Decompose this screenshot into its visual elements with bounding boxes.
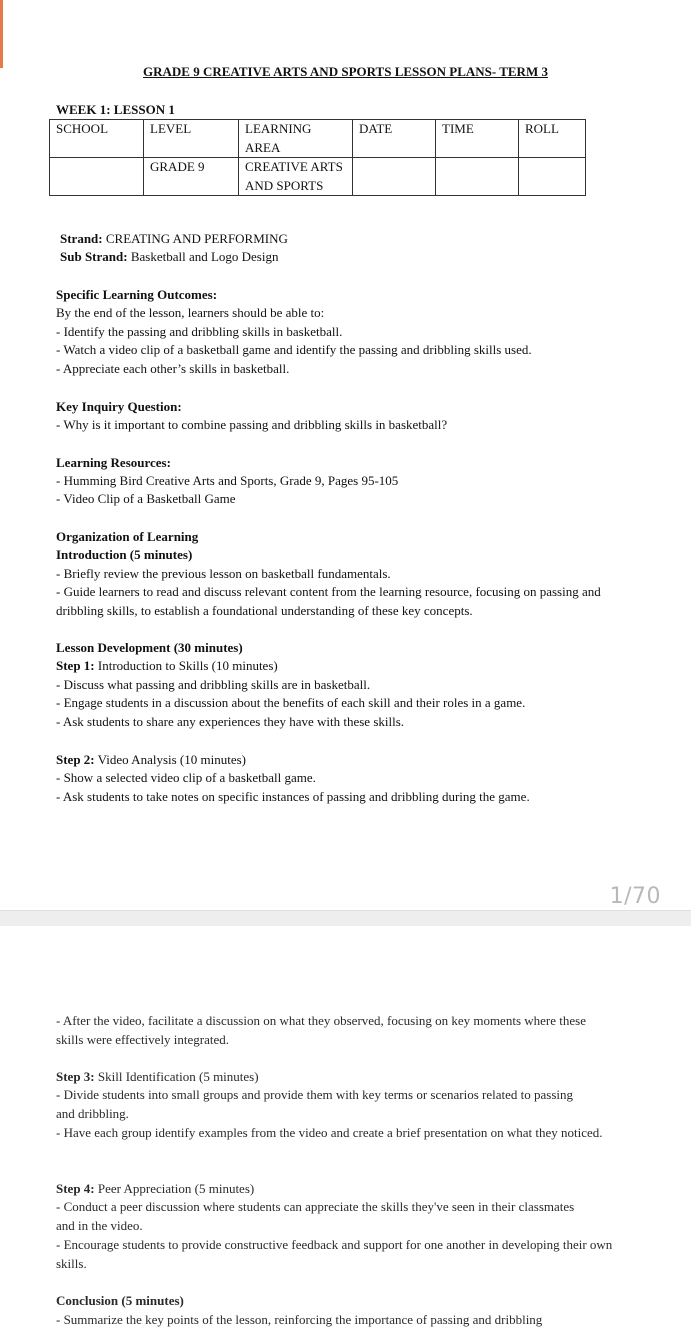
step-1-title: Introduction to Skills (10 minutes) (94, 658, 278, 673)
sub-strand-line (60, 248, 278, 267)
step-4-title: Peer Appreciation (5 minutes) (94, 1181, 255, 1196)
resources-heading: Learning Resources: (56, 455, 171, 470)
list-item: - Why is it important to combine passing and dribbling skills in basketball? (56, 417, 448, 432)
strand-label: Strand: (60, 231, 103, 246)
page-counter: 1/70 (609, 884, 661, 909)
table-cell: LEVEL (144, 120, 239, 158)
conclusion-heading: Conclusion (5 minutes) (56, 1293, 184, 1308)
page-separator (0, 910, 691, 927)
list-item: - Encourage students to provide constructive feedback and support for one another in developing their own skills. (56, 1237, 613, 1271)
list-item: - Guide learners to read and discuss relevant content from the learning resource, focusing on passing and dribbling skills, to establish a foundational understanding of these key concepts. (56, 584, 601, 618)
introduction-heading: Introduction (5 minutes) (56, 547, 193, 562)
table-row (50, 158, 586, 196)
table-cell: GRADE 9 (144, 158, 239, 196)
step-2-label: Step 2: (56, 752, 95, 767)
week-label: WEEK 1: LESSON 1 (56, 102, 175, 117)
organization-heading: Organization of Learning (56, 529, 199, 544)
development-heading: Lesson Development (30 minutes) (56, 640, 243, 655)
table-cell (50, 158, 144, 196)
list-item: - Have each group identify examples from the video and create a brief presentation on what they noticed. (56, 1125, 603, 1140)
list-item: - Humming Bird Creative Arts and Sports, Grade 9, Pages 95-105 (56, 473, 399, 488)
table-cell: CREATIVE ARTS AND SPORTS (239, 158, 353, 196)
list-item: - Video Clip of a Basketball Game (56, 491, 236, 506)
list-item: - Watch a video clip of a basketball game and identify the passing and dribbling skills used. (56, 342, 532, 357)
list-item: - Summarize the key points of the lesson, reinforcing the importance of passing and dribbling (56, 1312, 543, 1327)
list-item: - After the video, facilitate a discussion on what they observed, focusing on key moments where these skills were effectively integrated. (56, 1013, 586, 1047)
list-item: - Divide students into small groups and provide them with key terms or scenarios related to passing and dribbling. (56, 1087, 574, 1121)
table-cell (519, 158, 586, 196)
outcomes-heading: Specific Learning Outcomes: (56, 287, 218, 302)
step-4-line (56, 1180, 254, 1199)
strand-line (60, 230, 288, 249)
document-title: GRADE 9 CREATIVE ARTS AND SPORTS LESSON PLANS- TERM 3 (143, 64, 548, 79)
step-3-line (56, 1068, 259, 1087)
step-2-title: Video Analysis (10 minutes) (94, 752, 247, 767)
outcomes-intro: By the end of the lesson, learners should be able to: (56, 305, 325, 320)
list-item: - Ask students to share any experiences they have with these skills. (56, 714, 405, 729)
strand-value: CREATING AND PERFORMING (102, 231, 288, 246)
table-cell: TIME (436, 120, 519, 158)
page-accent-bar (0, 0, 3, 68)
step-1-label: Step 1: (56, 658, 95, 673)
list-item: - Conduct a peer discussion where students can appreciate the skills they've seen in their classmates and in the video. (56, 1199, 575, 1233)
list-item: - Ask students to take notes on specific instances of passing and dribbling during the game. (56, 789, 530, 804)
table-cell (353, 158, 436, 196)
inquiry-heading: Key Inquiry Question: (56, 399, 182, 414)
list-item: - Appreciate each other’s skills in basketball. (56, 361, 290, 376)
table-cell: ROLL (519, 120, 586, 158)
list-item: - Show a selected video clip of a basketball game. (56, 770, 316, 785)
table-header-row (50, 120, 586, 158)
table-cell: LEARNING AREA (239, 120, 353, 158)
document-page-2 (0, 926, 691, 1327)
table-cell (436, 158, 519, 196)
list-item: - Discuss what passing and dribbling skills are in basketball. (56, 677, 371, 692)
table-cell: DATE (353, 120, 436, 158)
step-3-title: Skill Identification (5 minutes) (94, 1069, 259, 1084)
step-1-line (56, 657, 278, 676)
list-item: - Engage students in a discussion about the benefits of each skill and their roles in a game. (56, 695, 526, 710)
sub-strand-value: Basketball and Logo Design (127, 249, 279, 264)
step-4-label: Step 4: (56, 1181, 95, 1196)
list-item: - Identify the passing and dribbling skills in basketball. (56, 324, 343, 339)
list-item: - Briefly review the previous lesson on basketball fundamentals. (56, 566, 391, 581)
step-2-line (56, 751, 246, 770)
sub-strand-label: Sub Strand: (60, 249, 128, 264)
table-cell: SCHOOL (50, 120, 144, 158)
lesson-info-table (49, 119, 586, 196)
step-3-label: Step 3: (56, 1069, 95, 1084)
